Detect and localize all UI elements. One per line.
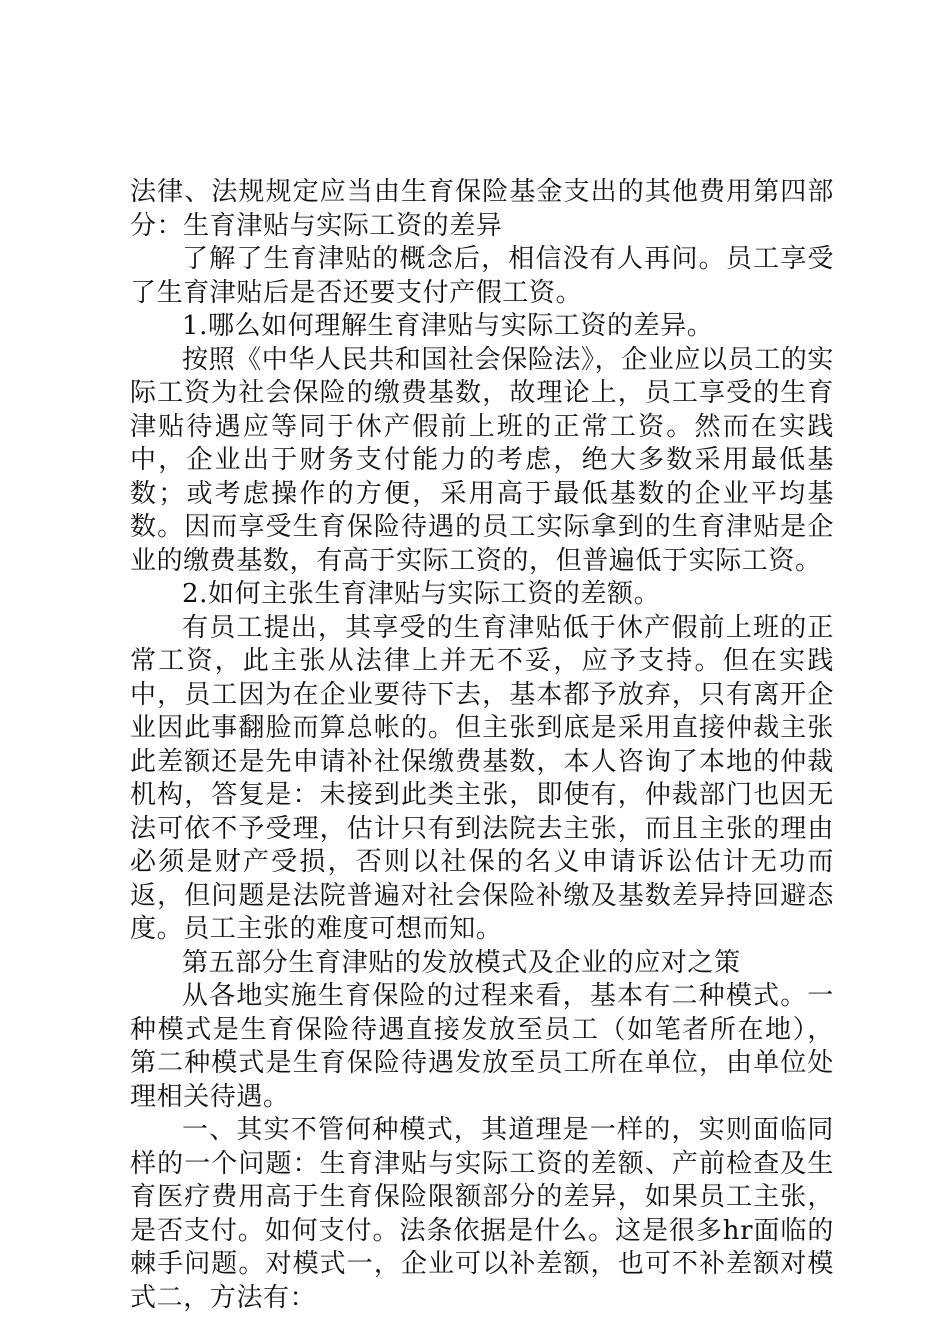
paragraph-4: 按照《中华人民共和国社会保险法》，企业应以员工的实际工资为社会保险的缴费基数，故理论上，员工享受的生育津贴待遇应等同于休产假前上班的正常工资。然而在实践中，企业出于财务支付能力的考虑，绝大多数采用最低基数；或考虑操作的方便，采用高于最低基数的企业平均基数。因而享受生育保险待遇的员工实际拿到的生育津贴是企业的缴费基数，有高于实际工资的，但普遍低于实际工资。 xyxy=(130,344,835,576)
paragraph-2: 了解了生育津贴的概念后，相信没有人再问。员工享受了生育津贴后是否还要支付产假工资。 xyxy=(130,244,834,308)
paragraph-1: 法律、法规规定应当由生育保险基金支出的其他费用第四部分：生育津贴与实际工资的差异 xyxy=(130,177,834,241)
paragraph-6: 有员工提出，其享受的生育津贴低于休产假前上班的正常工资，此主张从法律上并无不妥，应予支持。但在实践中，员工因为在企业要待下去，基本都予放弃，只有离开企业因此事翻脸而算总帐的。但主张到底是采用直接仲裁主张此差额还是先申请补社保缴费基数，本人咨询了本地的仲裁机构，答复是：未接到此类主张，即使有，仲裁部门也因无法可依不予受理，估计只有到法院去主张，而且主张的理由必须是财产受损，否则以社保的名义申请诉讼估计无功而返，但问题是法院普遍对社会保险补缴及基数差异持回避态度。员工主张的难度可想而知。 xyxy=(130,612,834,944)
paragraph-9: 一、其实不管何种模式，其道理是一样的，实则面临同样的一个问题：生育津贴与实际工资的差额、产前检查及生育医疗费用高于生育保险限额部分的差异，如果员工主张，是否支付。如何支付。法条依据是什么。这是很多hr面临的棘手问题。对模式一，企业可以补差额，也可不补差额对模式二，方法有： xyxy=(130,1115,834,1313)
document-body xyxy=(130,176,834,1315)
paragraph-8: 从各地实施生育保险的过程来看，基本有二种模式。一种模式是生育保险待遇直接发放至员工（如笔者所在地），第二种模式是生育保险待遇发放至员工所在单位，由单位处理相关待遇。 xyxy=(130,981,834,1112)
paragraph-5: 2.如何主张生育津贴与实际工资的差额。 xyxy=(182,579,661,609)
paragraph-7: 第五部分生育津贴的发放模式及企业的应对之策 xyxy=(182,947,741,978)
paragraph-3: 1.哪么如何理解生育津贴与实际工资的差异。 xyxy=(182,311,714,341)
